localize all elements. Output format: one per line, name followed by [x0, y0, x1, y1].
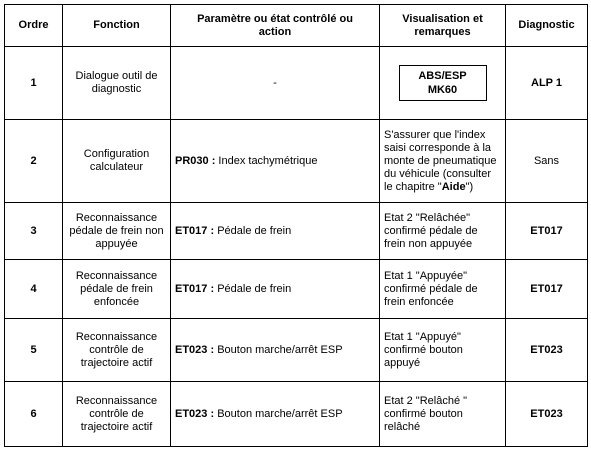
cell-ordre: 6 [5, 382, 63, 447]
parameter-label: Bouton marche/arrêt ESP [217, 407, 343, 420]
parameter-label: Pédale de frein [217, 282, 292, 295]
cell-fonction: Configuration calculateur [63, 120, 171, 203]
cell-ordre: 3 [5, 203, 63, 260]
header-parametre [171, 5, 380, 47]
cell-fonction: Reconnaissance pédale de frein non appuyée [63, 203, 171, 260]
header-fonction: Fonction [63, 5, 171, 47]
cell-visualisation [380, 47, 506, 120]
header-diagnostic: Diagnostic [506, 5, 588, 47]
remark-bold: Aide [441, 180, 466, 193]
cell-parametre [171, 120, 380, 203]
cell-parametre [171, 203, 380, 260]
cell-diagnostic: ALP 1 [506, 47, 588, 120]
parameter-label: Index tachymétrique [218, 154, 318, 167]
cell-fonction: Reconnaissance contrôle de trajectoire actif [63, 319, 171, 382]
parameter-code: ET023 : [175, 343, 215, 356]
cell-diagnostic: ET017 [506, 260, 588, 319]
screen-label-line2: MK60 [427, 84, 458, 96]
parameter-label: Pédale de frein [217, 224, 292, 237]
cell-diagnostic: ET023 [506, 382, 588, 447]
parameter-code: ET017 : [175, 282, 215, 295]
parameter-code: ET023 : [175, 407, 215, 420]
cell-parametre [171, 260, 380, 319]
table-row [5, 319, 588, 382]
cell-fonction: Dialogue outil de diagnostic [63, 47, 171, 120]
cell-fonction: Reconnaissance contrôle de trajectoire actif [63, 382, 171, 447]
cell-visualisation: Etat 2 "Relâché " confirmé bouton relâché [380, 382, 506, 447]
header-visualisation-label: Visualisation et remarques [402, 12, 483, 38]
cell-ordre: 4 [5, 260, 63, 319]
table-row [5, 203, 588, 260]
header-parametre-label: Paramètre ou état contrôlé ou action [197, 12, 353, 38]
parameter-label: Bouton marche/arrêt ESP [217, 343, 343, 356]
cell-ordre: 5 [5, 319, 63, 382]
parameter-code: ET017 : [175, 224, 215, 237]
cell-diagnostic: Sans [506, 120, 588, 203]
cell-visualisation [380, 120, 506, 203]
header-visualisation [380, 5, 506, 47]
header-row [5, 5, 588, 47]
table-row [5, 47, 588, 120]
screen-label-line1: ABS/ESP [418, 70, 467, 82]
table-row [5, 382, 588, 447]
cell-parametre [171, 319, 380, 382]
screen-label-box [399, 65, 487, 101]
table-row [5, 120, 588, 203]
remark-text: S'assurer que l'index saisi corresponde à la monte de pneumatique du véhicule (consulter le chapitre " [384, 128, 497, 193]
cell-visualisation: Etat 1 "Appuyé" confirmé bouton appuyé [380, 319, 506, 382]
table-row [5, 260, 588, 319]
header-ordre: Ordre [5, 5, 63, 47]
cell-ordre: 2 [5, 120, 63, 203]
diagnostic-table [4, 4, 588, 447]
cell-visualisation: Etat 2 "Relâchée" confirmé pédale de frein non appuyée [380, 203, 506, 260]
cell-visualisation: Etat 1 "Appuyée" confirmé pédale de frein enfoncée [380, 260, 506, 319]
cell-diagnostic: ET017 [506, 203, 588, 260]
cell-fonction: Reconnaissance pédale de frein enfoncée [63, 260, 171, 319]
cell-parametre: - [171, 47, 380, 120]
cell-diagnostic: ET023 [506, 319, 588, 382]
cell-ordre: 1 [5, 47, 63, 120]
remark-end: ") [465, 180, 474, 193]
parameter-code: PR030 : [175, 154, 216, 167]
cell-parametre [171, 382, 380, 447]
